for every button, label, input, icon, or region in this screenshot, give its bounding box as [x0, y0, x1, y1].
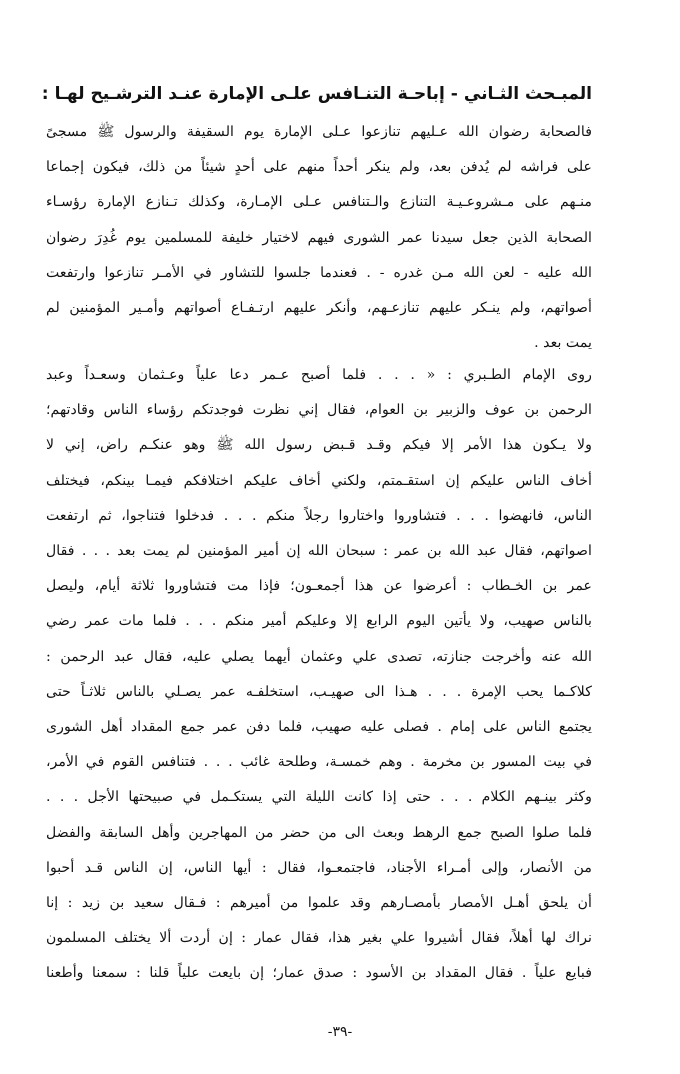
text-line: الرحمن بن عوف والزبير بن العوام، فقال إني نظرت فوجدتكم رؤساء الناس وقادتهم؛	[46, 402, 592, 419]
text-line: روى الإمام الطـبري : « . . . فلما أصبح عـمر دعا علياً وعـثمان وسعـداً وعبد	[46, 367, 592, 383]
text-line: أخاف الناس عليكم إن استقـمتم، ولكني أخاف عليكم اختلافكم فيمـا بينكم، فيختلف	[46, 472, 592, 489]
text-line: من الأنصار، وإلى أمـراء الأجناد، فاجتمعـوا، فقال : أيها الناس، إن الناس قـد أحبوا	[46, 859, 592, 876]
text-line: الناس، فانهضوا . . . فتشاوروا واختاروا رجلاً منكم . . . فدخلوا فتناجوا، ثم ارتفعت	[46, 507, 592, 524]
text-line: الله عنه وأخرجت جنازته، تصدى علي وعثمان أيهما يصلي عليه، فقال عبد الرحمن :	[46, 648, 592, 665]
text-line: أن يلحق أهـل الأمصار بأمصـارهم وقد علموا من أميرهم : فـقال سعيد بن زيد : إنا	[46, 895, 592, 912]
text-line: يجتمع الناس على إمام . فصلى عليه صهيب، فلما دفن عمر جمع المقداد أهل الشورى	[46, 719, 592, 736]
text-line: ولا يـكون هذا الأمر إلا فيكم وقـد قـبض رسول الله ﷺ وهو عنكـم راض، إني لا	[46, 437, 592, 454]
text-line: يمت بعد .	[534, 335, 592, 352]
text-line: اصواتهم، فقال عبد الله بن عمر : سبحان الله إن أمير المؤمنين لم يمت بعد . . . فقال	[46, 543, 592, 560]
text-line: منـهم على مـشروعـيـة التنازع والـتنافس عـلى الإمـارة، وكذلك تـنازع الإمارة رؤسـاء	[46, 194, 592, 211]
text-line: فلما صلوا الصبح جمع الرهط وبعث الى من حضر من المهاجرين وأهل السابقة والفضل	[46, 824, 592, 841]
text-line: على فراشه لم يُدفن بعد، ولم ينكر أحداً منهم على أحدٍ شيئاً من ذلك، فيكون إجماعا	[46, 159, 592, 176]
section-heading: المبـحث الثـاني - إباحـة التنـافس علـى الإمارة عنـد الترشـيح لهـا :	[41, 84, 592, 104]
text-line: في بيت المسور بن مخرمة . وهم خمسـة، وطلحة غائب . . . فتنافس القوم في الأمر،	[46, 754, 592, 771]
text-line: كلاكـما يحب الإمرة . . . هـذا الى صهيـب، استخلفـه عمر يصـلي بالناس ثلاثـاً حتى	[46, 683, 592, 700]
text-line: بالناس صهيب، ولا يأتين اليوم الرابع إلا وعليكم أمير منكم . . . فلما مات عمر رضي	[46, 613, 592, 630]
paragraph-2	[46, 358, 592, 992]
text-line: أصواتهم، ولم ينـكر عليهم تنازعـهم، وأنكر عليهم ارتـفـاع أصواتهم وأمـير المؤمنين لم	[46, 300, 592, 317]
page-number: -٣٩-	[327, 1024, 353, 1040]
text-line: عمر بن الخـطاب : أعرضوا عن هذا أجمعـون؛ فإذا مت فتشاوروا ثلاثة أيام، وليصل	[46, 578, 592, 595]
text-line: فالصحابة رضوان الله عـليهم تنازعوا عـلى الإمارة يوم السقيفة والرسول ﷺ مسجىً	[46, 124, 592, 140]
paragraph-1	[46, 115, 592, 361]
text-line: الله عليه - لعن الله مـن غدره - . فعندما جلسوا للتشاور في الأمـر تنازعوا وارتفعت	[46, 264, 592, 281]
text-line: نراك لها أهلاً، فقال أشيروا علي بغير هذا، فقال عمار : إن أردت ألا يختلف المسلمون	[46, 930, 592, 947]
text-line: وكثر بينـهم الكلام . . . حتى إذا كانت الليلة التي يستكـمل في صبيحتها الأجل . . .	[46, 789, 592, 806]
text-line: الصحابة الذين جعل سيدنا عمر الشورى فيهم لاختيار خليفة للمسلمين يوم غُدِرَ رضوان	[46, 229, 592, 246]
text-line: فبايع علياً . فقال المقداد بن الأسود : صدق عمار؛ إن بايعت علياً قلنا : سمعنا وأطعنا	[46, 965, 592, 982]
